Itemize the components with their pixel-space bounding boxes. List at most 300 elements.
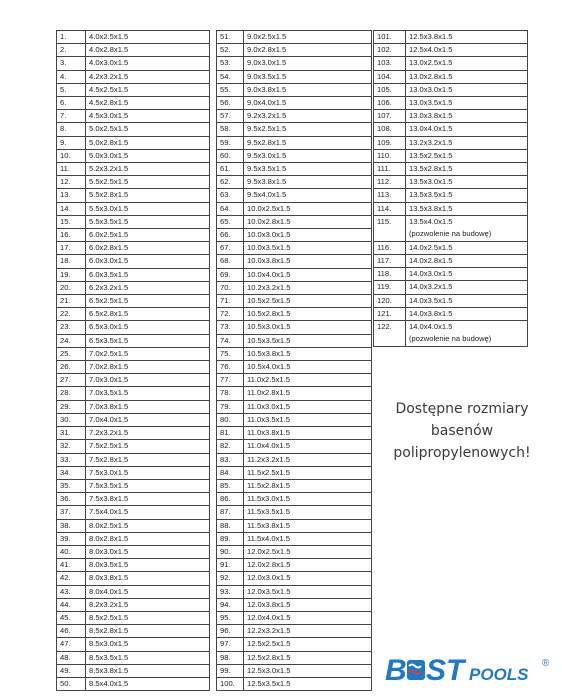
pool-size-value: 4.0x2.5x1.5: [89, 32, 129, 41]
table-row: [217, 651, 372, 664]
table-row: [57, 413, 210, 426]
pool-size: [244, 295, 372, 308]
table-row: [57, 611, 210, 624]
row-number: 79.: [217, 400, 244, 413]
pool-size: [244, 545, 372, 558]
pool-size-value: 12.5x4.0x1.5: [409, 45, 453, 55]
table-row: [57, 572, 210, 585]
pool-size: [244, 110, 372, 123]
pool-size: [86, 347, 210, 360]
pool-size-value: 6.2x3.2x1.5: [89, 282, 129, 292]
table-row: [217, 611, 372, 624]
pool-size-value: 5.2x3.2x1.5: [89, 164, 129, 174]
pool-size: [406, 57, 528, 70]
table-row: [374, 44, 528, 57]
table-row: [57, 677, 210, 690]
table-row: [217, 189, 372, 202]
pool-size-value: 5.0x2.8x1.5: [89, 137, 129, 147]
table-row: [217, 427, 372, 440]
row-number: 118.: [374, 268, 406, 281]
table-row: [57, 625, 210, 638]
table-row: [217, 585, 372, 598]
table-row: [374, 110, 528, 123]
pool-size: [406, 281, 528, 294]
pool-size-value: 11.0x2.8x1.5: [247, 388, 290, 398]
table-row: [217, 413, 372, 426]
row-number: 111.: [374, 163, 406, 176]
table-row: [217, 229, 372, 242]
pool-size-value: 13.5x4.0x1.5: [409, 216, 453, 226]
sizes-table-col1: [56, 30, 210, 691]
row-number: 68.: [217, 255, 244, 268]
row-number: 76.: [217, 361, 244, 374]
row-number: 22.: [57, 308, 86, 321]
pool-size: [86, 176, 210, 189]
row-number: 54.: [217, 70, 244, 83]
pool-size: [86, 361, 210, 374]
pool-size-value: 4.5x3.0x1.5: [89, 111, 129, 121]
pool-size: [86, 374, 210, 387]
table-row: [374, 70, 528, 83]
table-row: [217, 347, 372, 360]
bestpools-logo: [385, 650, 555, 686]
pool-size-value: 12.0x3.0x1.5: [247, 573, 291, 583]
pool-size: [244, 572, 372, 585]
pool-size-value: 13.0x4.0x1.5: [409, 124, 453, 134]
table-row: [217, 176, 372, 189]
table-row: [57, 466, 210, 479]
table-row: [374, 31, 528, 44]
table-row: [217, 453, 372, 466]
pool-size: [244, 334, 372, 347]
pool-size: [244, 519, 372, 532]
row-number: 84.: [217, 466, 244, 479]
pool-size: [244, 585, 372, 598]
table-row: [217, 374, 372, 387]
row-number: 115.: [374, 215, 406, 241]
table-row: [57, 664, 210, 677]
pool-size: [244, 440, 372, 453]
pool-size-value: 5.5x3.5x1.5: [89, 216, 129, 226]
row-number: 43.: [57, 585, 86, 598]
pool-size-value: 11.5x2.8x1.5: [247, 480, 290, 490]
pool-size-value: 10.0x4.0x1.5: [247, 269, 291, 279]
pool-size: [86, 664, 210, 677]
table-row: [217, 440, 372, 453]
pool-size: [406, 163, 528, 176]
row-number: 107.: [374, 110, 406, 123]
pool-size: [244, 387, 372, 400]
pool-size-value: 11.0x4.0x1.5: [247, 441, 290, 451]
pool-size-value: 8.5x4.0x1.5: [89, 678, 129, 688]
pool-size-value: 8.0x3.0x1.5: [89, 546, 129, 556]
pool-size: [244, 281, 372, 294]
row-number: 89.: [217, 532, 244, 545]
pool-size-value: 5.5x3.0x1.5: [89, 203, 129, 213]
table-row: [57, 110, 210, 123]
pool-size: [406, 176, 528, 189]
table-row: [57, 229, 210, 242]
table-row: [57, 638, 210, 651]
pool-size: [86, 97, 210, 110]
pool-size-value: 6.5x2.8x1.5: [89, 309, 129, 319]
row-number: 45.: [57, 611, 86, 624]
pool-size: [244, 638, 372, 651]
pool-size: [86, 189, 210, 202]
table-row: [374, 57, 528, 70]
pool-size-value: 12.0x3.8x1.5: [247, 599, 291, 609]
pool-size-value: 4.2x3.2x1.5: [89, 71, 129, 81]
pool-size-value: 12.0x3.5x1.5: [247, 586, 291, 596]
building-permit-note: (pozwolenie na budowę): [409, 229, 492, 239]
table-row: [57, 149, 210, 162]
table-row: [57, 361, 210, 374]
pool-size: [244, 625, 372, 638]
row-number: 99.: [217, 664, 244, 677]
pool-size: [86, 229, 210, 242]
row-number: 91.: [217, 559, 244, 572]
pool-size-value: 7.0x3.0x1.5: [89, 375, 129, 385]
pool-size-value: 6.5x3.5x1.5: [89, 335, 129, 345]
row-number: 57.: [217, 110, 244, 123]
row-number: 95.: [217, 611, 244, 624]
pool-size: [86, 215, 210, 228]
pool-size: [244, 677, 372, 690]
pool-size: [86, 651, 210, 664]
table-row: [57, 215, 210, 228]
pool-size: [86, 493, 210, 506]
row-number: 70.: [217, 281, 244, 294]
row-number: 117.: [374, 255, 406, 268]
row-number: 20.: [57, 281, 86, 294]
table-row: [217, 625, 372, 638]
pool-size-value: 10.5x2.8x1.5: [247, 309, 291, 319]
pool-size-value: 10.0x2.5x1.5: [247, 203, 291, 213]
row-number: 16.: [57, 229, 86, 242]
row-number: 97.: [217, 638, 244, 651]
table-row: [57, 506, 210, 519]
row-number: 5.: [57, 83, 86, 96]
pool-size: [86, 110, 210, 123]
table-row: [217, 479, 372, 492]
pool-size-value: 7.2x3.2x1.5: [89, 428, 129, 438]
table-row: [374, 281, 528, 294]
pool-size: [244, 479, 372, 492]
pool-size: [244, 559, 372, 572]
pool-size: [86, 255, 210, 268]
row-number: 49.: [57, 664, 86, 677]
row-number: 38.: [57, 519, 86, 532]
table-row: [374, 97, 528, 110]
pool-size: [86, 572, 210, 585]
pool-size-value: 12.0x2.8x1.5: [247, 560, 291, 570]
pool-size: [86, 202, 210, 215]
pool-size-value: 5.0x2.5x1.5: [89, 124, 129, 134]
pool-size-value: 13.0x3.5x1.5: [409, 98, 453, 108]
table-row: [374, 83, 528, 96]
row-number: 100.: [217, 677, 244, 690]
pool-size: [86, 519, 210, 532]
pool-size-value: 13.5x2.8x1.5: [409, 164, 453, 174]
pool-size: [244, 347, 372, 360]
pool-size-value: 9.0x3.0x1.5: [247, 58, 287, 68]
row-number: 65.: [217, 215, 244, 228]
pool-size-value: 9.5x2.8x1.5: [247, 137, 287, 147]
row-number: 32.: [57, 440, 86, 453]
row-number: 120.: [374, 294, 406, 307]
row-number: 88.: [217, 519, 244, 532]
pool-size-value: 8.0x4.0x1.5: [89, 586, 129, 596]
promo-line-2: basenów: [430, 423, 494, 439]
row-number: 94.: [217, 598, 244, 611]
row-number: 18.: [57, 255, 86, 268]
row-number: 30.: [57, 413, 86, 426]
table-row: [57, 123, 210, 136]
row-number: 15.: [57, 215, 86, 228]
row-number: 61.: [217, 163, 244, 176]
row-number: 40.: [57, 545, 86, 558]
pool-size: [406, 44, 528, 57]
pool-size-value: 13.5x2.5x1.5: [409, 150, 453, 160]
row-number: 69.: [217, 268, 244, 281]
table-row: [57, 559, 210, 572]
row-number: 41.: [57, 559, 86, 572]
row-number: 114.: [374, 202, 406, 215]
pool-size: [244, 123, 372, 136]
row-number: 17.: [57, 242, 86, 255]
building-permit-note: (pozwolenie na budowę): [409, 334, 492, 344]
row-number: 28.: [57, 387, 86, 400]
row-number: 60.: [217, 149, 244, 162]
row-number: 104.: [374, 70, 406, 83]
pool-size: [86, 44, 210, 57]
pool-size-value: 7.0x4.0x1.5: [89, 414, 129, 424]
row-number: 36.: [57, 493, 86, 506]
pool-size: [86, 83, 210, 96]
pool-size-value: 13.0x3.0x1.5: [409, 84, 453, 94]
pool-size-value: 14.0x2.8x1.5: [409, 256, 453, 266]
pool-size: [244, 611, 372, 624]
table-row: [217, 677, 372, 690]
pool-size: [244, 83, 372, 96]
pool-size-value: 12.5x3.8x1.5: [409, 32, 453, 41]
pool-size: [86, 295, 210, 308]
row-number: 21.: [57, 295, 86, 308]
pool-size-value: 12.5x2.5x1.5: [247, 639, 291, 649]
pool-size: [244, 57, 372, 70]
row-number: 67.: [217, 242, 244, 255]
pool-size-value: 10.2x3.2x1.5: [247, 282, 291, 292]
pool-size-value: 9.2x3.2x1.5: [247, 111, 287, 121]
pool-size: [86, 479, 210, 492]
pool-size: [86, 268, 210, 281]
table-row: [217, 123, 372, 136]
table-row: [57, 427, 210, 440]
pool-size-value: 11.5x2.5x1.5: [247, 467, 290, 477]
logo-pools-text: POOLS: [469, 665, 529, 684]
table-row: [57, 598, 210, 611]
table-row: [374, 268, 528, 281]
pool-size: [86, 387, 210, 400]
table-row: [374, 123, 528, 136]
pool-size: [244, 136, 372, 149]
table-row: [57, 83, 210, 96]
pool-size-value: 10.0x3.8x1.5: [247, 256, 291, 266]
row-number: 4.: [57, 70, 86, 83]
pool-size: [244, 215, 372, 228]
table-row: [217, 493, 372, 506]
pool-size-value: 10.5x4.0x1.5: [247, 362, 291, 372]
pool-size-value: 7.0x2.8x1.5: [89, 362, 129, 372]
pool-size-value: 14.0x3.0x1.5: [409, 269, 453, 279]
row-number: 3.: [57, 57, 86, 70]
row-number: 66.: [217, 229, 244, 242]
table-row: [217, 400, 372, 413]
row-number: 109.: [374, 136, 406, 149]
pool-size-value: 7.5x4.0x1.5: [89, 507, 129, 517]
row-number: 78.: [217, 387, 244, 400]
row-number: 19.: [57, 268, 86, 281]
row-number: 75.: [217, 347, 244, 360]
pool-size: [86, 163, 210, 176]
pool-size-value: 5.0x3.0x1.5: [89, 150, 129, 160]
row-number: 73.: [217, 321, 244, 334]
logo-letters-st: ST: [426, 654, 465, 686]
table-row: [57, 44, 210, 57]
pool-size-value: 8.0x2.8x1.5: [89, 533, 129, 543]
pool-size: [406, 97, 528, 110]
table-row: [57, 308, 210, 321]
table-row: [217, 559, 372, 572]
pool-size-value: 12.5x3.0x1.5: [247, 665, 291, 675]
pool-size-value: 9.0x2.5x1.5: [247, 32, 287, 41]
row-number: 87.: [217, 506, 244, 519]
table-row: [217, 295, 372, 308]
row-number: 35.: [57, 479, 86, 492]
pool-size: [86, 136, 210, 149]
pool-size-value: 10.0x3.0x1.5: [247, 230, 291, 240]
row-number: 85.: [217, 479, 244, 492]
table-row: [57, 281, 210, 294]
table-row: [57, 545, 210, 558]
row-number: 42.: [57, 572, 86, 585]
pool-size-value: 5.5x2.5x1.5: [89, 177, 129, 187]
pool-size-value: 8.2x3.2x1.5: [89, 599, 129, 609]
pool-size: [244, 229, 372, 242]
pool-size: [86, 400, 210, 413]
row-number: 71.: [217, 295, 244, 308]
pool-size: [86, 545, 210, 558]
table-row: [217, 44, 372, 57]
pool-size-value: 8.0x3.8x1.5: [89, 573, 129, 583]
row-number: 53.: [217, 57, 244, 70]
pool-size-value: 4.0x2.8x1.5: [89, 45, 129, 55]
pool-size-value: 7.5x3.8x1.5: [89, 494, 129, 504]
pool-size-value: 6.0x3.5x1.5: [89, 269, 129, 279]
pool-size: [406, 202, 528, 215]
pool-size: [406, 189, 528, 202]
row-number: 51.: [217, 31, 244, 44]
table-row: [374, 163, 528, 176]
pool-size-value: 10.5x3.0x1.5: [247, 322, 291, 332]
row-number: 6.: [57, 97, 86, 110]
table-row: [57, 295, 210, 308]
table-row: [57, 651, 210, 664]
pool-size: [244, 598, 372, 611]
table-row: [374, 202, 528, 215]
pool-size: [244, 308, 372, 321]
row-number: 9.: [57, 136, 86, 149]
pool-size: [86, 308, 210, 321]
row-number: 105.: [374, 83, 406, 96]
pool-size: [406, 321, 528, 347]
row-number: 122.: [374, 321, 406, 347]
table-row: [217, 57, 372, 70]
table-row: [57, 242, 210, 255]
promo-line-1: Dostępne rozmiary: [395, 401, 529, 417]
table-row: [57, 189, 210, 202]
row-number: 10.: [57, 149, 86, 162]
pool-size-value: 9.0x4.0x1.5: [247, 98, 287, 108]
row-number: 121.: [374, 307, 406, 320]
pool-size: [406, 83, 528, 96]
row-number: 50.: [57, 677, 86, 690]
row-number: 92.: [217, 572, 244, 585]
table-row: [217, 83, 372, 96]
table-row: [374, 241, 528, 254]
pool-size: [406, 31, 528, 44]
table-row: [374, 149, 528, 162]
table-row: [217, 545, 372, 558]
pool-size: [86, 598, 210, 611]
row-number: 86.: [217, 493, 244, 506]
pool-size: [406, 241, 528, 254]
pool-size: [244, 506, 372, 519]
pool-size: [86, 31, 210, 44]
row-number: 83.: [217, 453, 244, 466]
pool-size: [244, 493, 372, 506]
row-number: 52.: [217, 44, 244, 57]
row-number: 106.: [374, 97, 406, 110]
row-number: 37.: [57, 506, 86, 519]
table-row: [57, 387, 210, 400]
table-row: [57, 347, 210, 360]
pool-size-value: 8.0x3.5x1.5: [89, 560, 129, 570]
row-number: 29.: [57, 400, 86, 413]
pool-size: [244, 255, 372, 268]
row-number: 33.: [57, 453, 86, 466]
row-number: 81.: [217, 427, 244, 440]
pool-size-value: 6.5x2.5x1.5: [89, 296, 129, 306]
pool-size: [86, 638, 210, 651]
table-row: [57, 163, 210, 176]
pool-size-value: 5.5x2.8x1.5: [89, 190, 129, 200]
pool-size-value: 6.0x2.8x1.5: [89, 243, 129, 253]
pool-size-value: 7.5x3.5x1.5: [89, 480, 129, 490]
pool-size-value: 6.0x3.0x1.5: [89, 256, 129, 266]
pool-size: [244, 189, 372, 202]
table-row: [57, 176, 210, 189]
row-number: 72.: [217, 308, 244, 321]
row-number: 77.: [217, 374, 244, 387]
pool-size-value: 10.5x3.5x1.5: [247, 335, 291, 345]
row-number: 113.: [374, 189, 406, 202]
pool-size-value: 14.0x3.8x1.5: [409, 308, 453, 318]
row-number: 26.: [57, 361, 86, 374]
row-number: 62.: [217, 176, 244, 189]
table-row: [57, 136, 210, 149]
table-row: [374, 215, 528, 241]
